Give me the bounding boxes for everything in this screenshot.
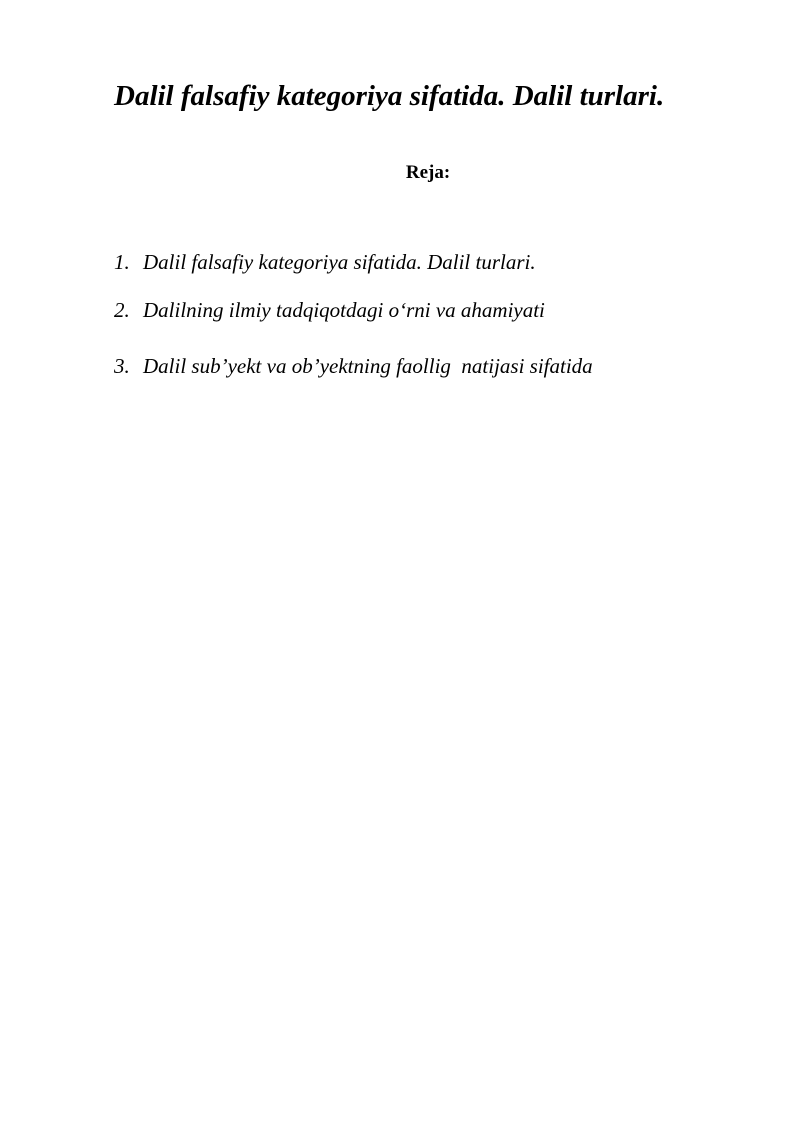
plan-item-text: Dalil sub’yekt va ob’yektning faollig natijasi sifatida [143,354,593,378]
plan-item-number: 2. [114,298,130,322]
plan-item [114,296,545,324]
document-title: Dalil falsafiy kategoriya sifatida. Dalil turlari. [114,80,665,112]
plan-item-number: 3. [114,354,130,378]
plan-item-number: 1. [114,250,130,274]
plan-item-text: Dalilning ilmiy tadqiqotdagi o‘rni va ahamiyati [143,298,545,322]
plan-item-text: Dalil falsafiy kategoriya sifatida. Dalil turlari. [143,250,536,274]
plan-item [114,352,593,380]
plan-item [114,248,536,276]
plan-heading: Reja: [405,162,451,183]
